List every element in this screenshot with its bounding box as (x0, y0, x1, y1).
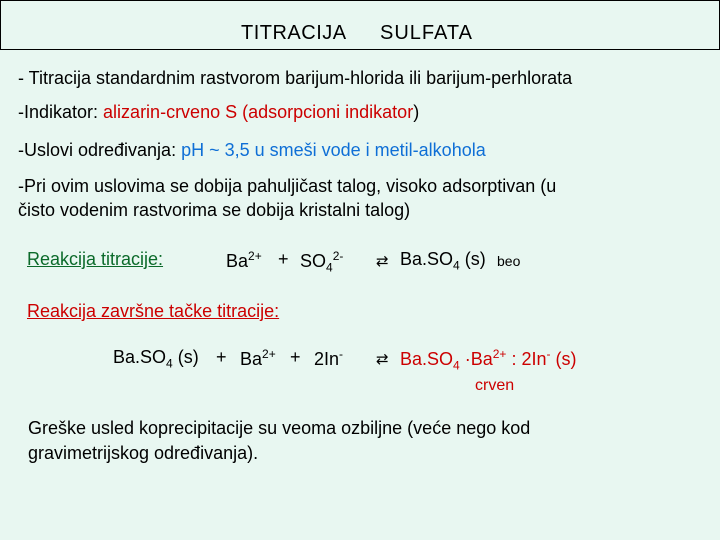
reakcija-zavrsne-tacke-label: Reakcija završne tačke titracije: (27, 301, 280, 321)
reaction1-so4: $SO_4^{2-}$ (300, 249, 344, 275)
reaction1-product: $Ba.SO_4$ (s) (400, 249, 486, 273)
indikator-label: -Indikator: (18, 102, 104, 122)
reaction1-ba: $Ba^{2+}$ (226, 249, 262, 271)
reaction2-product: $Ba.SO_4 \cdot Ba^{2+}$ : 2In- (s) (400, 347, 577, 373)
reakcija-titracije-label: Reakcija titracije: (27, 249, 164, 269)
text-line-indikator (18, 102, 419, 123)
title-sulfata: SULFATA (380, 22, 473, 44)
reaction1-note: beo (497, 253, 521, 269)
footer-line-2: gravimetrijskog određivanja). (28, 443, 259, 463)
reaction2-lhs: $Ba.SO_4$ (s) (113, 347, 199, 371)
text-line-talog-2: čisto vodenim rastvorima se dobija kristalni talog) (18, 200, 411, 220)
indikator-value: alizarin-crveno S (adsorpcioni indikator (103, 102, 414, 122)
equilibrium-arrow-icon: ⇄ (376, 252, 389, 270)
uslovi-value: pH ~ 3,5 u smeši vode i metil-alkohola (181, 140, 486, 160)
equilibrium-arrow-icon: ⇄ (376, 350, 389, 368)
indikator-close: ) (413, 102, 420, 122)
reaction2-plus1: + (216, 347, 227, 367)
reaction2-plus2: + (290, 347, 301, 367)
reaction2-note: crven (475, 377, 515, 394)
text-line-talog-1: -Pri ovim uslovima se dobija pahuljičast talog, visoko adsorptivan (u (18, 176, 557, 196)
reaction2-indicator: 2In- (314, 347, 344, 369)
uslovi-label: -Uslovi određivanja: (18, 140, 182, 160)
reaction1-plus: + (278, 249, 289, 269)
text-line-uslovi (18, 140, 486, 161)
reaction2-ba: $Ba^{2+}$ (240, 347, 276, 369)
footer-line-1: Greške usled koprecipitacije su veoma ozbiljne (veće nego kod (28, 418, 531, 438)
title-bar (0, 0, 720, 50)
title-titracija: TITRACIJA (241, 22, 347, 44)
text-line-1: - Titracija standardnim rastvorom barijum-hlorida ili barijum-perhlorata (18, 68, 573, 88)
